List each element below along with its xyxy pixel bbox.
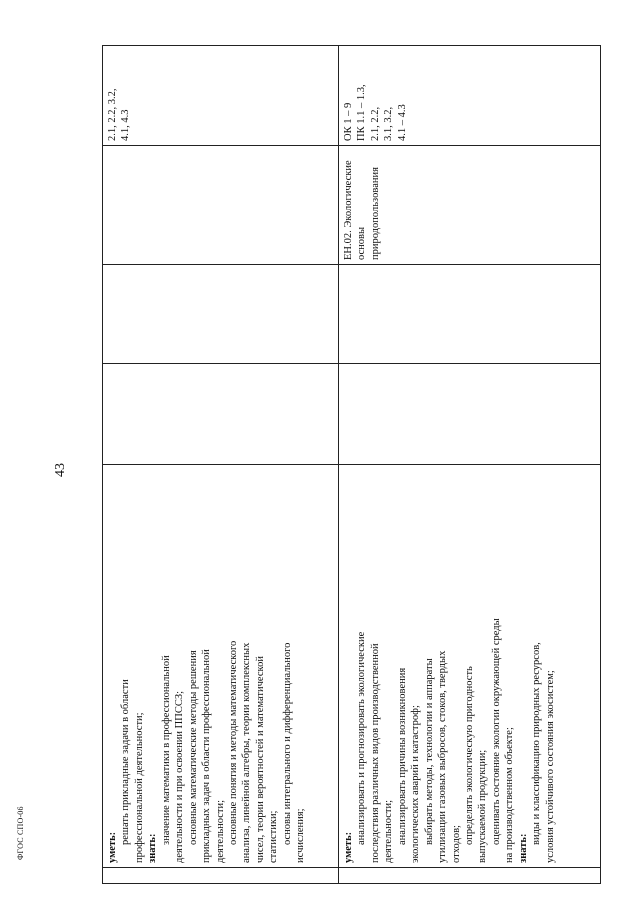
discipline-cell: ЕН.02. Экологические основы природопользования [339, 146, 601, 265]
hours-cell [103, 265, 339, 364]
content-line: исчисления; [295, 808, 307, 863]
content-line: прикладных задач в области профессиональной [201, 649, 213, 863]
content-line: решать прикладные задачи в области [120, 679, 132, 845]
content-line: основные математические методы решения [187, 650, 199, 845]
content-line: последствия различных видов производственной [369, 643, 381, 863]
content-lines [342, 469, 557, 863]
content-line: отходов; [450, 825, 462, 863]
content-line: уметь: [107, 831, 118, 863]
content-line: основные понятия и методы математического [227, 640, 239, 845]
competencies-cell [339, 46, 601, 146]
content-line: определять экологическую пригодность [463, 666, 475, 845]
content-line: анализа, линейной алгебры, теории комплексных [241, 642, 253, 863]
content-line: уметь: [343, 831, 354, 863]
competency-line: 4.1, 4.3 [120, 109, 132, 141]
content-cell [339, 465, 601, 868]
content-line: знать: [517, 833, 529, 863]
index-cell [339, 868, 601, 884]
content-line: анализировать и прогнозировать экологические [356, 631, 368, 845]
content-line: экологических аварий и катастроф; [410, 705, 422, 863]
page-number: 43 [53, 463, 68, 477]
table-row [103, 46, 339, 884]
content-line: условия устойчивого состояния экосистем; [544, 670, 556, 863]
content-line: знать: [147, 833, 159, 863]
content-line: чисел, теории вероятностей и математической [254, 656, 266, 863]
competency-line: 4.1 – 4.3 [396, 104, 408, 141]
content-line: анализировать причины возникновения [396, 667, 408, 845]
competency-line: 3.1, 3.2, [383, 106, 395, 141]
competency-table [102, 45, 601, 884]
hours-max-cell [339, 364, 601, 465]
index-cell [103, 868, 339, 884]
competency-line: 2.1, 2.2, [369, 106, 381, 141]
competency-line: 2.1, 2.2, 3.2, [107, 88, 118, 141]
footer-code: ФГОС СПО-06 [16, 806, 25, 860]
content-line: деятельности; [383, 799, 395, 863]
content-cell [103, 465, 339, 868]
table-row [339, 46, 601, 884]
competency-line: ПК 1.1 – 1.3, [356, 84, 368, 141]
content-line: оценивать состояние экологии окружающей среды [490, 618, 502, 845]
content-line: деятельности и при освоении ППССЗ; [174, 690, 186, 863]
content-line: статистики; [268, 810, 280, 863]
content-line: виды и классификацию природных ресурсов, [531, 642, 543, 845]
content-lines [106, 469, 308, 863]
content-line: значение математики в профессиональной [160, 655, 172, 845]
hours-cell [339, 265, 601, 364]
content-line: на производственном объекте; [504, 727, 516, 863]
competency-line: ОК 1 – 9 [343, 102, 354, 141]
content-line: выпускаемой продукции; [477, 749, 489, 863]
content-line: основы интегрального и дифференциального [281, 642, 293, 845]
discipline-cell [103, 146, 339, 265]
competencies-cell [103, 46, 339, 146]
content-line: утилизации газовых выбросов, стоков, твердых [437, 650, 449, 863]
table-rotated-wrapper [102, 46, 588, 884]
content-line: выбирать методы, технологии и аппараты [423, 658, 435, 845]
hours-max-cell [103, 364, 339, 465]
content-line: профессиональной деятельности; [133, 712, 145, 863]
content-line: деятельности; [214, 799, 226, 863]
